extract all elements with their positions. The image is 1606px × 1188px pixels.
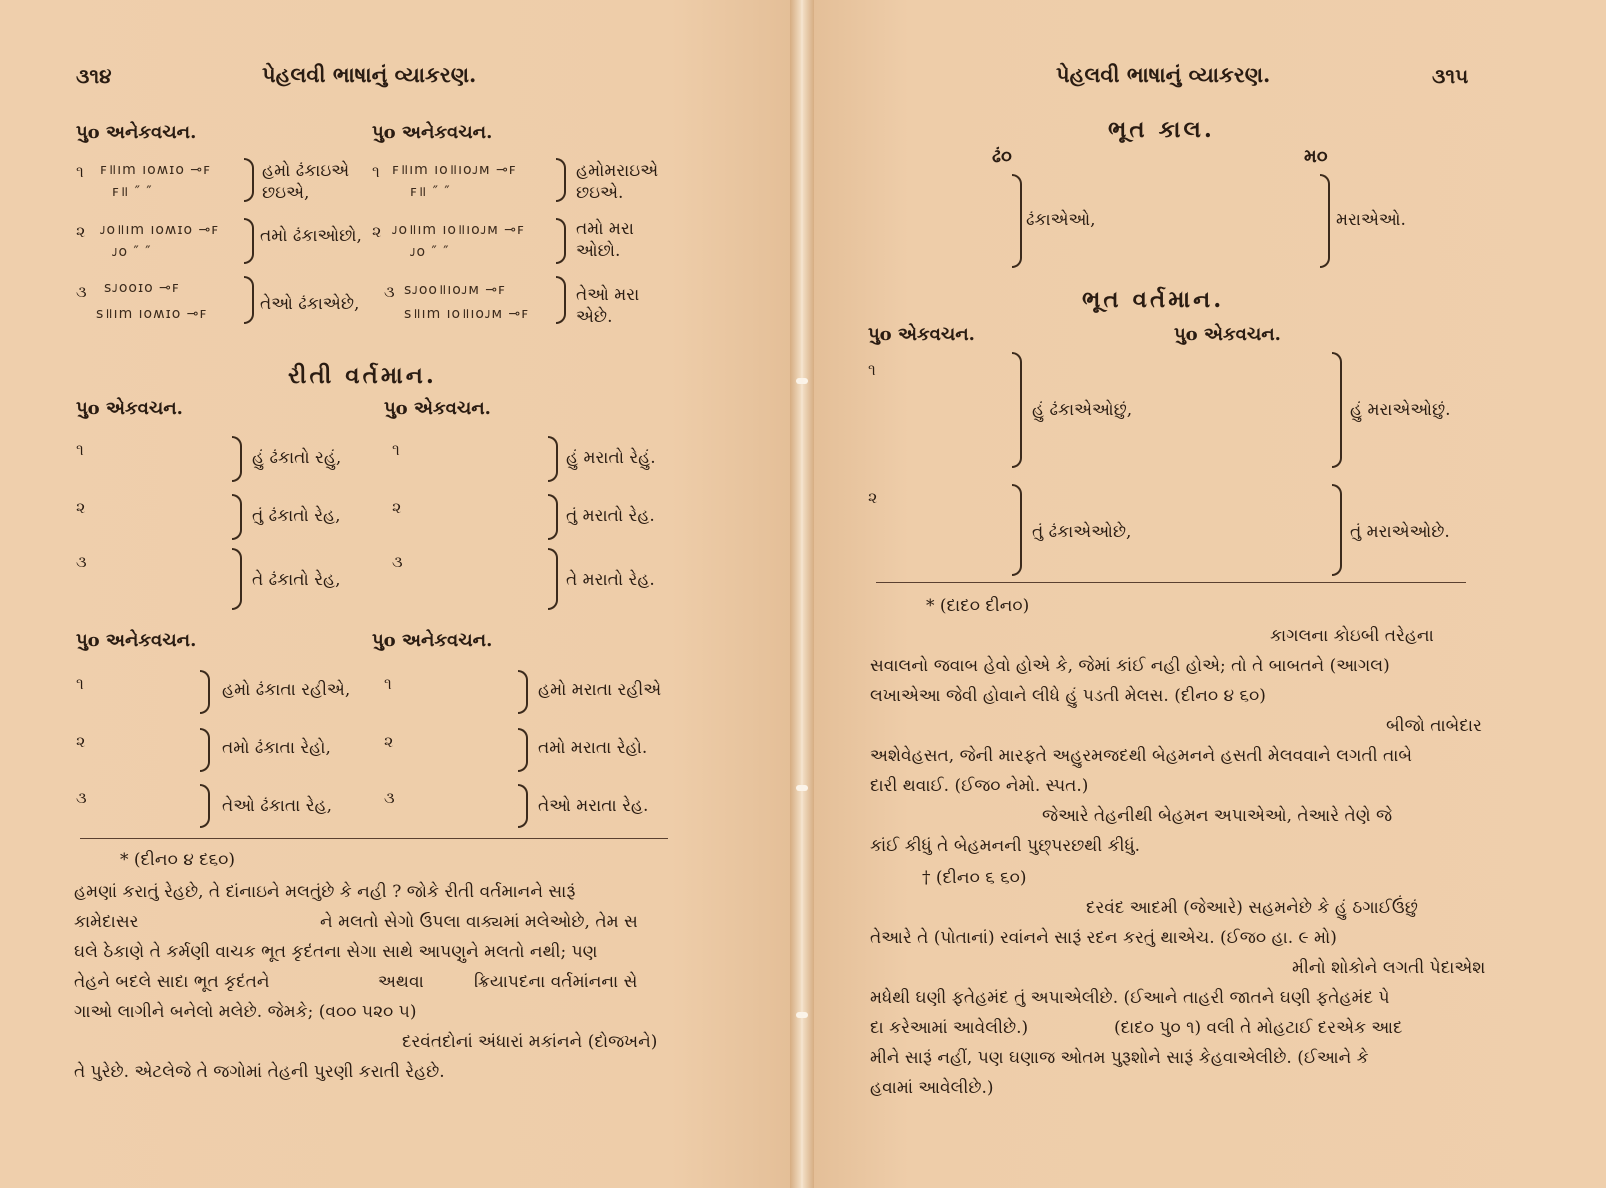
pahlavi-word: ᴊᴏ ″ ″ — [112, 244, 152, 260]
brace — [232, 494, 242, 540]
binding-stitch — [796, 785, 808, 791]
brace — [548, 436, 558, 482]
row-number: ૨ — [384, 732, 394, 751]
brace — [1332, 484, 1342, 576]
gloss: તમો ઢંકાતા રેહો, — [222, 738, 331, 758]
brace — [548, 548, 558, 610]
pahlavi-word: ᴊᴏ ″ ″ — [410, 244, 450, 260]
row-number: ૧ — [392, 440, 400, 459]
row-number: ૧ — [372, 162, 380, 181]
gloss: હું ઢંકાએઓછું, — [1032, 400, 1133, 420]
row-number: ૧ — [76, 162, 84, 181]
gloss: તેઓ મરાતા રેહ. — [538, 796, 649, 816]
plural-heading-left: પુo અનેકવચન. — [76, 122, 197, 143]
gloss: હમો મરાતા રહીએ — [538, 680, 662, 700]
gloss: હમોમરાઇએ છઇએ. — [576, 161, 659, 203]
gloss: હમો ઢંકાઇએ છઇએ, — [262, 161, 350, 203]
pahlavi-word: ꜱ॥ım ıᴏʍɪᴏ ⊸ꜰ — [96, 306, 208, 322]
brace — [1320, 174, 1330, 268]
section-title-past: ભૂત કાલ. — [1108, 116, 1215, 143]
section-title-habitual-present: રીતી વર્તમાન. — [288, 362, 437, 389]
brace — [518, 670, 528, 714]
singular-heading-right: પુo એકવચન. — [384, 398, 491, 419]
running-header-left: પેહલવી ભાષાનું વ્યાકરણ. — [262, 62, 477, 87]
binding-stitch — [796, 1012, 808, 1018]
brace — [244, 276, 254, 324]
binding-stitch — [796, 378, 808, 384]
brace — [1012, 174, 1022, 268]
gloss: તું મરાએઓછે. — [1350, 522, 1450, 542]
row-number: ૧ — [868, 360, 876, 379]
gloss: તેઓ ઢંકાએછે, — [260, 294, 360, 314]
gloss: તું ઢંકાએઓછે, — [1032, 522, 1132, 542]
col-label-dhank: ઢં૦ — [992, 146, 1012, 167]
gloss: તું મરાતો રેહ. — [566, 506, 655, 526]
row-number: ૨ — [76, 222, 86, 241]
pp-heading-left: પુo એકવચન. — [868, 324, 975, 345]
gloss: તે ઢંકાતો રેહ, — [252, 570, 341, 590]
gloss: તું ઢંકાતો રેહ, — [252, 506, 341, 526]
row-number: ૩ — [76, 788, 87, 807]
gloss: તે મરાતો રેહ. — [566, 570, 655, 590]
pahlavi-word: ꜱ॥ım ıᴏ॥ıᴏᴊᴍ ⊸ꜰ — [404, 306, 530, 322]
brace — [200, 670, 210, 714]
row-number: ૩ — [76, 282, 87, 301]
page-number-right: ૩૧૫ — [1432, 64, 1469, 88]
brace — [548, 494, 558, 540]
gloss: તેઓ ઢંકાતા રેહ, — [222, 796, 333, 816]
brace — [200, 784, 210, 828]
brace — [556, 158, 566, 202]
pahlavi-word: ꜰ॥ım ıᴏ॥ıᴏᴊᴍ ⊸ꜰ — [392, 162, 517, 178]
past-gloss-left: ઢંકાએઓ, — [1026, 210, 1096, 230]
gloss: હું મરાતો રેહું. — [566, 448, 656, 468]
brace — [518, 728, 528, 772]
gloss: હું ઢંકાતો રહું, — [252, 448, 342, 468]
gloss: તમો ઢંકાઓછો, — [260, 226, 362, 246]
footnote-rule — [80, 838, 668, 839]
brace — [1332, 352, 1342, 468]
plural-heading-right: પુo અનેકવચન. — [372, 122, 493, 143]
running-header-right: પેહલવી ભાષાનું વ્યાકરણ. — [1056, 62, 1271, 87]
right-page: પેહલવી ભાષાનું વ્યાકરણ. ૩૧૫ ભૂત કાલ. ઢં૦ મ૦ ઢંકાએઓ, મરાએઓ. ભૂત વર્તમાન. પુo એકવચન. પુo એકવચન. ૧ હું ઢંકાએઓછું, હું મરાએઓછું. ૨ તું ઢંકાએઓછે, તું મરાએઓછે. * (દાદ૦ દીન૦) કાગલના કોઇબી તરેહના સવાલનો જવાબ હેવો હોએ કે, જેમાં કાંઈ નહી હોએ; તો તે બાબતને (આગલ) લખાએઆ જેવી હોવાને લીધે હું પડતી મેલસ. (દીન૦ ૪ ૬૦) બીજો તાબેદાર અશેવેહસત, જેની મારફતે અહુરમજદથી બેહમનને હસતી મેલવવાને લગતી તાબે દારી થવાઈ. (ઈજ૦ નેમો. સ્પત.) જેઆરે તેહનીથી બેહમન અપાએઓ, તેઆરે તેણે જે કાંઈ કીધું તે બેહમનની પુછ્પરછથી કીધું. † (દીન૦ ૬ ૬૦) દરવંદ આદમી (જેઆરે) સહમનેછે કે હું ઠગાઈઉંછું તેઆરે તે (પોતાનાં) રવાંનને સારૂં રદન કરતું થાએચ. (ઈજ૦ હા. ૯ મો) મીનો શોકોને લગતી પેદાએશ મધેથી ઘણી ફતેહમંદ તું અપાએલીછે. (ઈઆને તાહરી જાતને ઘણી ફતેહમંદ પે દા કરેઆમાં આવેલીછે.) (દાદ૦ પુ૦ ૧) વલી તે મોહટાઈ દરએક આદ મીને સારૂં નહીં, પણ ઘણાજ ઓતમ પુરૂશોને સારૂં કેહવાએલીછે. (ઈઆને કે હવામાં આવેલીછે.) — [814, 0, 1606, 1188]
pahlavi-word: ꜰ॥ ″ ″ — [112, 184, 153, 200]
brace — [232, 436, 242, 482]
row-number: ૩ — [384, 282, 395, 301]
footnote-rule — [876, 582, 1466, 583]
row-number: ૨ — [392, 498, 402, 517]
brace — [244, 158, 254, 202]
row-number: ૧ — [384, 674, 392, 693]
pahlavi-word: ꜱᴊᴏᴏɪᴏ ⊸ꜰ — [104, 280, 180, 296]
row-number: ૧ — [76, 440, 84, 459]
gloss: હું મરાએઓછું. — [1350, 400, 1451, 420]
pp-heading-right: પુo એકવચન. — [1174, 324, 1281, 345]
row-number: ૨ — [76, 498, 86, 517]
pahlavi-word: ꜱᴊᴏᴏ॥ıᴏᴊᴍ ⊸ꜰ — [404, 282, 506, 298]
gloss: તમો મરાતા રેહો. — [538, 738, 648, 758]
pahlavi-word: ᴊᴏ॥ım ıᴏʍɪᴏ ⊸ꜰ — [100, 222, 220, 238]
row-number: ૩ — [392, 552, 403, 571]
page-number-left: ૩૧૪ — [76, 64, 112, 88]
plural-b-heading-left: પુo અનેકવચન. — [76, 630, 197, 651]
row-number: ૧ — [76, 674, 84, 693]
gloss: તમો મરા ઓછો. — [576, 219, 634, 261]
gloss: તેઓ મરા એછે. — [576, 285, 640, 327]
row-number: ૩ — [384, 788, 395, 807]
left-page: ૩૧૪ પેહલવી ભાષાનું વ્યાકરણ. પુo અનેકવચન. પુo અનેકવચન. ૧ ꜰ॥ım ıᴏʍɪᴏ ⊸ꜰ ꜰ॥ ″ ″ હમો ઢંકાઇએ છઇએ, ૧ ꜰ॥ım ıᴏ॥ıᴏᴊᴍ ⊸ꜰ ꜰ॥ ″ ″ હમોમરાઇએ છઇએ. ૨ ᴊᴏ॥ım ıᴏʍɪᴏ ⊸ꜰ ᴊᴏ ″ ″ તમો ઢંકાઓછો, ૨ ᴊᴏ॥ım ıᴏ॥ıᴏᴊᴍ ⊸ꜰ ᴊᴏ ″ ″ તમો મરા ઓછો. ૩ ꜱᴊᴏᴏɪᴏ ⊸ꜰ ꜱ॥ım ıᴏʍɪᴏ ⊸ꜰ તેઓ ઢંકાએછે, ૩ ꜱᴊᴏᴏ॥ıᴏᴊᴍ ⊸ꜰ ꜱ॥ım ıᴏ॥ıᴏᴊᴍ ⊸ꜰ તેઓ મરા એછે. રીતી વર્તમાન. પુo એકવચન. પુo એકવચન. ૧ હું ઢંકાતો રહું, ૧ હું મરાતો રેહું. ૨ તું ઢંકાતો રેહ, ૨ તું મરાતો રેહ. ૩ તે ઢંકાતો રેહ, ૩ તે મરાતો રેહ. પુo અનેકવચન. પુo અનેકવચન. ૧ હમો ઢંકાતા રહીએ, ૧ હમો મરાતા રહીએ ૨ તમો ઢંકાતા રેહો, ૨ તમો મરાતા રેહો. ૩ તેઓ ઢંકાતા રેહ, ૩ તેઓ મરાતા રેહ. * (દીન૦ ૪ દ૬૦) હમણાં કરાતું રેહછે, તે દાંનાઇને મલતુંછે કે નહી ? જોકે રીતી વર્તમાનને સારૂં કામેદાસર ને મલતો સેગો ઉપલા વાક્યમાં મલેઓછે, તેમ સ ઘલે ઠેકાણે તે કર્મણી વાચક ભૂત કૃદંતના સેગા સાથે આપણુને મલતો નથી; પણ તેહને બદલે સાદા ભૂત કૃદંતને અથવા ક્રિયાપદના વર્તમાંનના સે ગાઓ લાગીને બનેલો મલેછે. જેમકે; (વ૦૦ ૫૨૦ ૫) દરવંતદોનાં અંધારાં મકાંનને (દોજખને) તે પુરેછે. એટલેજે તે જગોમાં તેહની પુરણી કરાતી રેહછે. — [0, 0, 790, 1188]
gloss: હમો ઢંકાતા રહીએ, — [222, 680, 351, 700]
brace — [200, 728, 210, 772]
row-number: ૩ — [76, 552, 87, 571]
brace — [1012, 484, 1022, 576]
brace — [232, 548, 242, 610]
pahlavi-word: ꜰ॥ ″ ″ — [410, 184, 451, 200]
row-number: ૨ — [372, 222, 382, 241]
brace — [1012, 352, 1022, 468]
singular-heading-left: પુo એકવચન. — [76, 398, 183, 419]
row-number: ૨ — [868, 488, 878, 507]
section-title-past-present: ભૂત વર્તમાન. — [1082, 286, 1225, 313]
brace — [518, 784, 528, 828]
brace — [556, 276, 566, 324]
past-gloss-right: મરાએઓ. — [1336, 210, 1406, 230]
pahlavi-word: ᴊᴏ॥ım ıᴏ॥ıᴏᴊᴍ ⊸ꜰ — [392, 222, 525, 238]
col-label-mar: મ૦ — [1304, 146, 1328, 167]
pahlavi-word: ꜰ॥ım ıᴏʍɪᴏ ⊸ꜰ — [100, 162, 211, 178]
book-gutter — [790, 0, 814, 1188]
brace — [556, 218, 566, 264]
brace — [244, 218, 254, 264]
row-number: ૨ — [76, 732, 86, 751]
plural-b-heading-right: પુo અનેકવચન. — [372, 630, 493, 651]
